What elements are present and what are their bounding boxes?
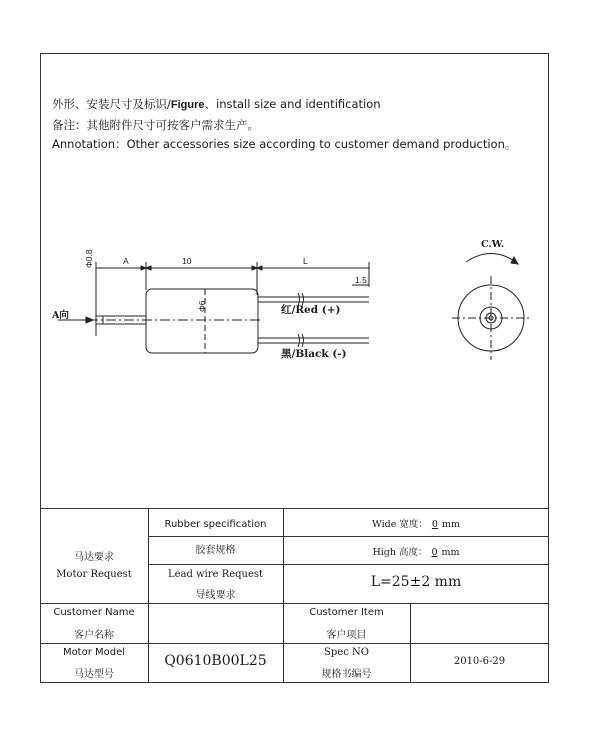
- rubber-spec-en: Rubber specification: [164, 519, 267, 530]
- high-value: 0: [431, 547, 438, 558]
- dim-arrow-4: [257, 266, 262, 270]
- motor-body: [146, 289, 258, 353]
- motor-model-value: Q0610B00L25: [164, 653, 267, 669]
- black-wire-label: 黑/Black (-): [281, 348, 347, 360]
- high-unit: mm: [441, 547, 460, 558]
- spec-date: 2010-6-29: [453, 656, 506, 667]
- wide-label: Wide 宽度：: [372, 519, 428, 530]
- dim-a-label: A: [123, 256, 129, 266]
- customer-item-en: Customer Item: [309, 607, 384, 618]
- lead-wire-cn: 导线要求: [195, 590, 236, 601]
- dim-arrow-2: [146, 266, 151, 270]
- dim-dia08-label: Φ0.8: [84, 249, 94, 268]
- red-wire-label: 红/Red (+): [281, 304, 341, 316]
- customer-item-cn: 客户项目: [326, 630, 367, 641]
- rotation-label: C.W.: [481, 239, 505, 250]
- dim-1-5-label: 1.5: [355, 275, 367, 285]
- rotation-arc: [466, 254, 516, 263]
- wide-unit: mm: [441, 519, 460, 530]
- wide-value: 0: [431, 519, 438, 530]
- lead-wire-en: Lead wire Request: [167, 569, 264, 580]
- lead-wire-value: L=25±2 mm: [370, 574, 462, 590]
- motor-model-cn: 马达型号: [74, 669, 114, 680]
- view-arrow-head: [86, 317, 93, 323]
- high-label: High 高度：: [372, 547, 428, 558]
- dim-dia6-label: Φ6: [197, 300, 207, 312]
- dim-l-label: L: [303, 256, 308, 266]
- notes-line-1-cn: 外形、安装尺寸及标识/: [52, 97, 171, 111]
- notes-line-1-rest: 、install size and identification: [204, 97, 381, 111]
- dim-10-label: 10: [182, 256, 192, 266]
- motor-request-en: Motor Request: [56, 569, 132, 580]
- spec-no-cn: 规格书编号: [321, 669, 372, 680]
- notes-line-1-bold: Figure: [170, 99, 205, 111]
- notes-line-2: 备注：其他附件尺寸可按客户需求生产。: [52, 117, 259, 132]
- notes-line-3: Annotation：Other accessories size according to customer demand production。: [52, 137, 517, 151]
- rubber-spec-cn: 胶套规格: [195, 545, 236, 556]
- motor-request-cn: 马达要求: [74, 552, 114, 563]
- wide-row: [283, 516, 549, 530]
- motor-model-en: Motor Model: [62, 647, 126, 658]
- spec-table: [40, 508, 549, 683]
- rotation-arrow-head: [511, 257, 518, 264]
- customer-name-en: Customer Name: [53, 607, 135, 618]
- spec-no-en: Spec NO: [324, 647, 369, 658]
- customer-name-cn: 客户名称: [74, 630, 114, 641]
- view-a-label: A向: [52, 310, 69, 321]
- high-row: [283, 544, 549, 558]
